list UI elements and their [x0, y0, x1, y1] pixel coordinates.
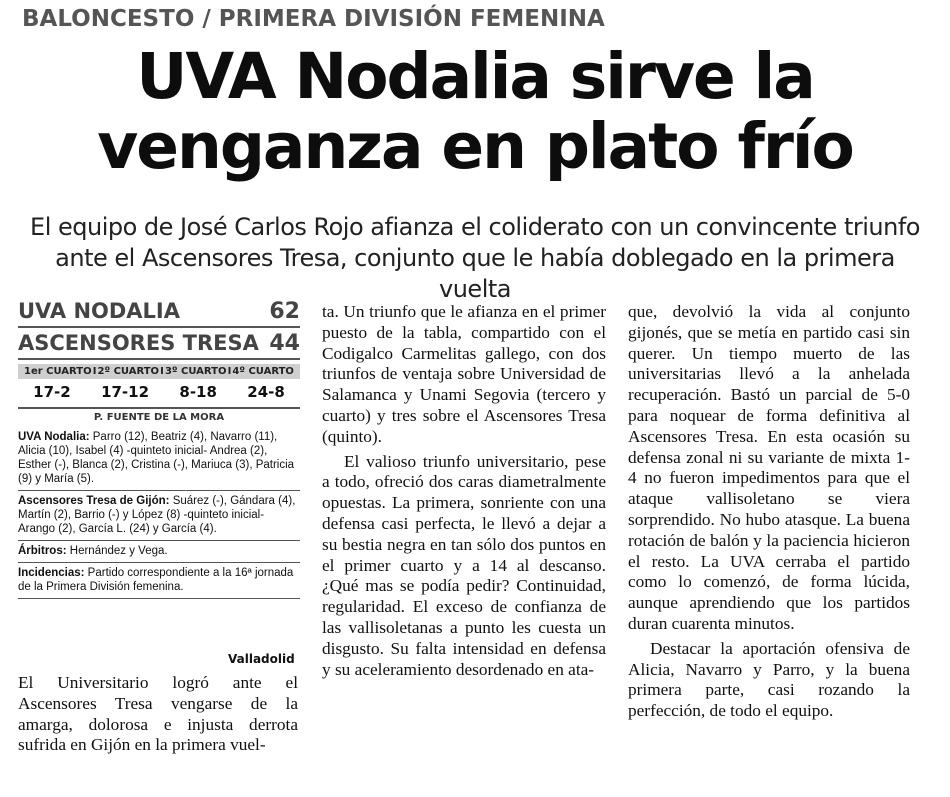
quarter-separator: I — [92, 366, 97, 377]
dateline: Valladolid — [228, 652, 295, 666]
body-paragraph: El valioso triunfo universitario, pese a todo, ofreció dos caras diametralmente opuestas. La primera, sonriente con una defensa casi perfecta, le llevó a dejar a su bestia negra en tan sólo dos puntos en el primer cuarto y a 14 al descanso. ¿Qué mas se podía pedir? Continuidad, regularidad. El exceso de confianza de las vallisoletanas a punto les cuesta un disgusto. Su falta intensidad en defensa y su aceleramiento desordenado en ata- — [322, 451, 606, 679]
referees — [18, 541, 300, 563]
body-column-2 — [322, 302, 606, 680]
incidents — [18, 563, 300, 599]
body-column-3 — [628, 302, 910, 722]
home-team-name: UVA NODALIA — [18, 299, 181, 323]
photo-credit: P. FUENTE DE LA MORA — [93, 412, 225, 423]
body-paragraph: El Universitario logró ante el Ascensores Tresa vengarse de la amarga, dolorosa e injusta derrota sufrida en Gijón en la primera vuel- — [18, 673, 298, 755]
headline-line-2: venganza en plato frío — [97, 110, 853, 183]
quarter-header: 3º CUARTO — [164, 366, 227, 377]
body-paragraph: ta. Un triunfo que le afianza en el primer puesto de la tabla, compartido con el Codigalco Carmelitas gallego, con dos triunfos de ventaja sobre Universidad de Salamanca y Unami Segovia (tercero y cuarto) y tres sobre el Ascensores Tresa (quinto). — [322, 302, 606, 446]
roster-uva — [18, 427, 300, 491]
body-paragraph: Destacar la aportación ofensiva de Alicia, Navarro y Parro, y la buena primera parte, casi rozando la perfección, de todo el equipo. — [628, 638, 910, 721]
roster-tresa-label: Ascensores Tresa de Gijón: — [18, 495, 170, 507]
body-paragraph: que, devolvió la vida al conjunto gijonés, que se metía en partido casi sin querer. Un tiempo muerto de las universitarias llevó a la anhelada recuperación. Bastó un parcial de 5-0 para noquear de forma definitiva al Ascensores Tresa. En esta ocasión su defensa zonal ni su variante de mixta 1-4 no fueron impedimentos para que el ataque vallisoletano se viera sorprendido. No hubo atasque. La buena rotación de balón y la paciencia hicieron el resto. La UVA cerraba el partido como lo comenzó, de forma lúcida, aunque aprendiendo que los partidos duran cuarenta minutos. — [628, 302, 910, 633]
quarter-separator: I — [160, 366, 164, 377]
subheadline-line-2: ante el Ascensores Tresa, conjunto que le había doblegado en la primera vuelta — [55, 244, 895, 303]
section-kicker: BALONCESTO / PRIMERA DIVISIÓN FEMENINA — [22, 6, 605, 32]
quarter-score: 8-18 — [179, 383, 217, 401]
subheadline-line-1: El equipo de José Carlos Rojo afianza el coliderato con un convincente triunfo — [30, 213, 920, 241]
quarter-header: 1er CUARTO — [24, 366, 92, 377]
incidents-label: Incidencias: — [18, 567, 85, 579]
headline — [20, 42, 930, 182]
quarter-score: 24-8 — [247, 383, 285, 401]
quarter-score: 17-12 — [101, 383, 150, 401]
away-team-row — [18, 328, 300, 360]
away-team-name: ASCENSORES TRESA — [18, 331, 259, 355]
subheadline — [20, 212, 930, 305]
referees-label: Árbitros: — [18, 545, 67, 557]
referees-text: Hernández y Vega. — [69, 545, 168, 557]
quarter-score: 17-2 — [33, 383, 71, 401]
home-team-row — [18, 296, 300, 328]
roster-uva-text: Parro (12), Beatriz (4), Navarro (11), Alicia (10), Isabel (4) -quinteto inicial- Andrea (2), Esther (-), Blanca (2), Cristina (-), Mariuca (3), Patricia (9) y María (5). — [18, 431, 295, 485]
incidents-text: Partido correspondiente a la 16ª jornada de la Primera División femenina. — [18, 567, 294, 593]
quarter-scores — [18, 379, 300, 409]
away-team-score: 44 — [269, 330, 300, 356]
quarter-headers — [18, 364, 300, 379]
body-column-1 — [18, 673, 298, 756]
home-team-score: 62 — [269, 298, 300, 324]
roster-tresa-text: Suárez (-), Gándara (4), Martín (2), Barrio (-) y López (8) -quinteto inicial- Arango (2), García L. (24) y García (4). — [18, 495, 296, 535]
quarter-separator: I — [227, 366, 232, 377]
headline-line-1: UVA Nodalia sirve la — [136, 40, 814, 113]
roster-tresa — [18, 491, 300, 541]
scoreboard — [18, 296, 300, 599]
quarter-header: 2º CUARTO — [97, 366, 160, 377]
roster-uva-label: UVA Nodalia: — [18, 431, 90, 443]
quarter-header: 4º CUARTO — [232, 366, 294, 377]
